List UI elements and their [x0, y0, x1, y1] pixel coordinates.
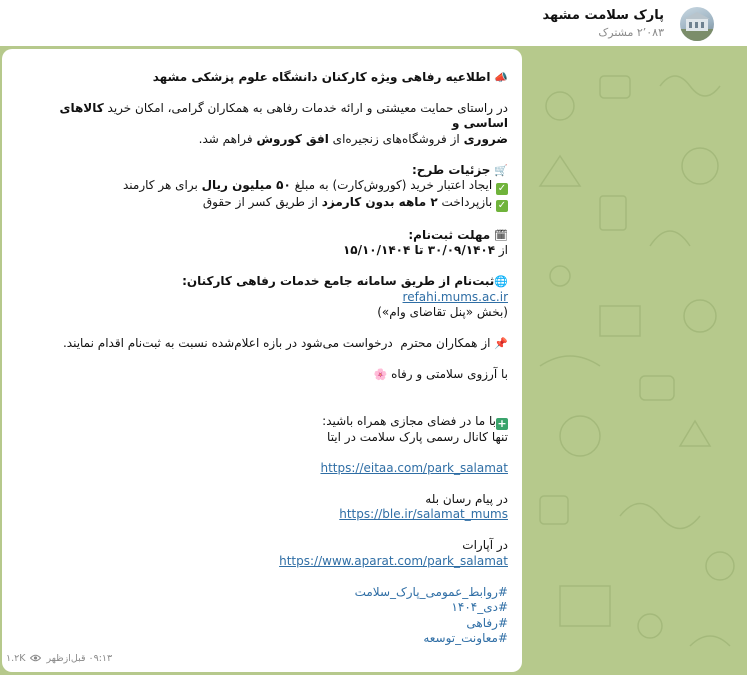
- register-heading: ثبت‌نام از طریق سامانه جامع خدمات رفاهی کارکنان:: [182, 274, 495, 288]
- view-count: ۱.۲K: [6, 652, 26, 664]
- channel-name[interactable]: پارک سلامت مشهد: [542, 8, 664, 23]
- post-title: اطلاعیه رفاهی ویژه کارکنان دانشگاه علوم پزشکی مشهد: [152, 69, 491, 84]
- register-section: (بخش «پنل تقاضای وام»): [377, 305, 508, 319]
- globe-icon: 🌐: [494, 275, 508, 288]
- wish-line: با آرزوی سلامتی و رفاه 🌸: [373, 367, 508, 381]
- blank-line: [12, 445, 508, 461]
- hashtag-3: [12, 616, 508, 632]
- register-heading-line: [12, 274, 508, 290]
- register-link-line: [12, 290, 508, 306]
- blank-line: [12, 352, 508, 368]
- blank-line: [12, 321, 508, 337]
- blank-line: [12, 383, 508, 399]
- request-line: 📌 از همکاران محترم درخواست می‌شود در بازه اعلام‌شده نسبت به ثبت‌نام اقدام نمایند.: [62, 336, 508, 350]
- eitaa-link[interactable]: https://eitaa.com/park_salamat: [320, 460, 508, 475]
- checkmark-icon: ✓: [497, 200, 507, 211]
- flower-icon: 🌸: [373, 368, 388, 381]
- blank-line: [12, 259, 508, 275]
- follow-line: +با ما در فضای مجازی همراه باشید:: [322, 413, 507, 430]
- detail-item-2: ✓ بازپرداخت ۲ ماهه بدون کارمزد از طریق کسر از حقوق: [202, 195, 507, 211]
- details-heading: جزئیات طرح:: [411, 162, 491, 177]
- register-link[interactable]: refahi.mums.ac.ir: [402, 289, 508, 304]
- subscriber-count: ۲٬۰۸۳ مشترک: [598, 26, 664, 39]
- hashtag-link[interactable]: #رفاهی: [466, 615, 508, 630]
- eitaa-link-line: [12, 461, 508, 477]
- aparat-link[interactable]: https://www.aparat.com/park_salamat: [279, 553, 508, 568]
- details-heading-line: [12, 163, 508, 179]
- detail-item-1: ✓ ایجاد اعتبار خرید (کوروش‌کارت) به مبلغ ۵۰ میلیون ریال برای هر کارمند: [123, 178, 507, 194]
- megaphone-icon: 📣: [494, 70, 508, 84]
- bale-link-line: [12, 507, 508, 523]
- hashtag-link[interactable]: #دی_۱۴۰۴: [451, 600, 508, 614]
- message-meta: [6, 651, 112, 667]
- eye-icon: [30, 654, 41, 662]
- hashtag-link[interactable]: #معاونت_توسعه: [423, 631, 508, 645]
- blank-line: [12, 569, 508, 585]
- deadline-range: از ۳۰/۰۹/۱۴۰۴ تا ۱۵/۱۰/۱۴۰۴: [342, 243, 508, 257]
- channel-avatar[interactable]: [680, 7, 714, 41]
- intro-paragraph: در راستای حمایت معیشتی و ارائه خدمات رفاهی به همکاران گرامی، امکان خرید کالاهای اساسی و ضروری از فروشگاه‌های زنجیره‌ای افق کوروش فراهم شد.: [55, 100, 508, 146]
- blank-line: [12, 147, 508, 163]
- hashtag-link[interactable]: #روابط_عمومی_پارک_سلامت: [354, 584, 508, 599]
- message-time: ۰۹:۱۳ قبل‌ازظهر: [46, 652, 113, 664]
- blank-line: [12, 476, 508, 492]
- channel-header[interactable]: [0, 0, 747, 46]
- aparat-link-line: [12, 554, 508, 570]
- eitaa-text: تنها کانال رسمی پارک سلامت در ایتا: [327, 429, 508, 444]
- deadline-heading-line: [12, 228, 508, 244]
- calendar-icon: 🗓: [494, 228, 508, 242]
- blank-line: [12, 85, 508, 101]
- message-bubble[interactable]: [2, 49, 522, 672]
- hashtag-4: [12, 631, 508, 647]
- blank-line: [12, 212, 508, 228]
- hashtag-2: [12, 600, 508, 616]
- bale-link[interactable]: https://ble.ir/salamat_mums: [339, 507, 508, 521]
- deadline-heading: مهلت ثبت‌نام:: [408, 227, 491, 242]
- blank-line: [12, 398, 508, 414]
- hashtag-1: [12, 585, 508, 601]
- bale-text: در پیام رسان بله: [425, 491, 508, 506]
- blank-line: [12, 523, 508, 539]
- chat-background: [0, 46, 747, 675]
- plus-icon: +: [497, 416, 507, 430]
- checkmark-icon: ✓: [497, 183, 507, 194]
- post-title-line: [12, 70, 508, 86]
- pushpin-icon: 📌: [494, 337, 508, 350]
- building-icon: [680, 7, 714, 41]
- aparat-text: در آپارات: [462, 538, 508, 552]
- cart-icon: 🛒: [494, 163, 508, 177]
